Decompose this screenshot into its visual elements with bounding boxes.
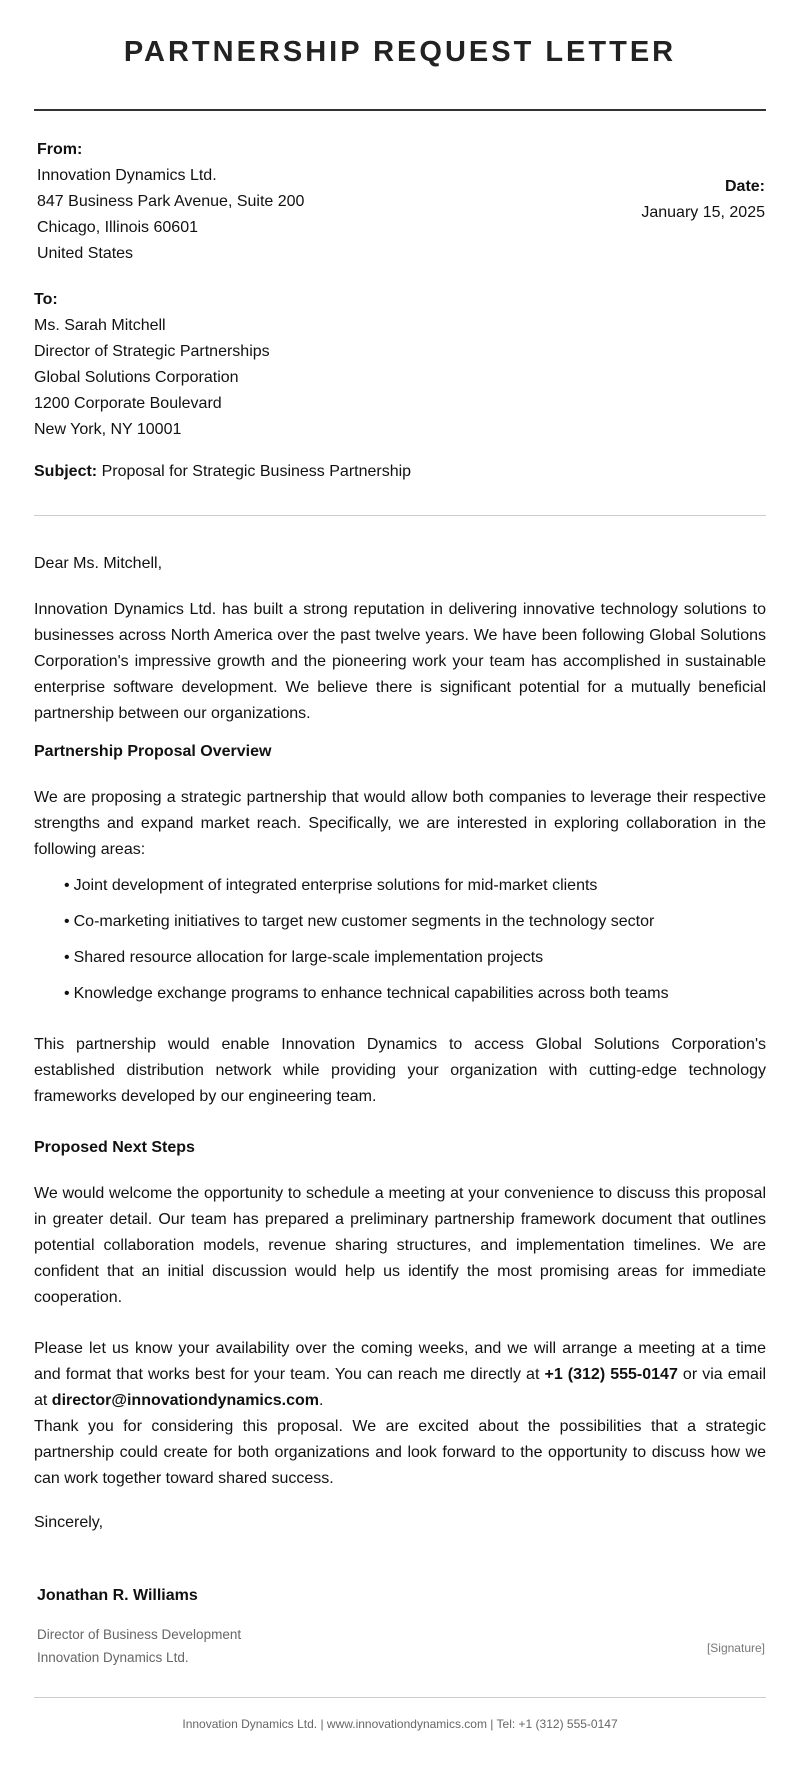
closing: Sincerely,: [34, 1514, 104, 1531]
contact-text: Please let us know your availability over the coming weeks, and we will arrange a meeting at a time and format that works best for your team. You can reach me directly at: [34, 1340, 766, 1383]
body-paragraph: Innovation Dynamics Ltd. has built a strong reputation in delivering innovative technology solutions to businesses across North America over the past twelve years. We have been following Global Solutions Corporation's impressive growth and the pioneering work your team has accomplished in sustainable enterprise software development. We believe there is significant potential for a mutually beneficial partnership between our organizations.: [34, 601, 766, 722]
document-title: PARTNERSHIP REQUEST LETTER: [123, 36, 677, 68]
bullet-glyph: •: [64, 985, 70, 1002]
date-block: [641, 174, 765, 226]
recipient-block: [34, 287, 270, 443]
bullet-glyph: •: [64, 949, 70, 966]
sender-line: 847 Business Park Avenue, Suite 200: [37, 193, 305, 210]
list-item: [64, 945, 669, 981]
body-paragraph: We are proposing a strategic partnership that would allow both companies to leverage their respective strengths and expand market reach. Specifically, we are interested in exploring collaboration in the following areas:: [34, 789, 766, 858]
salutation: Dear Ms. Mitchell,: [34, 555, 163, 572]
header-divider: [34, 515, 766, 516]
title-divider: [34, 109, 766, 111]
sender-line: Chicago, Illinois 60601: [37, 219, 198, 236]
sender-label: From:: [37, 141, 83, 158]
footer-divider: [34, 1697, 766, 1698]
list-item: [64, 873, 669, 909]
contact-email: director@innovationdynamics.com: [51, 1392, 320, 1409]
section-heading: Proposed Next Steps: [34, 1139, 195, 1156]
body-paragraph: We would welcome the opportunity to schedule a meeting at your convenience to discuss this proposal in greater detail. Our team has prepared a preliminary partnership framework document that outlines potential collaboration models, revenue sharing structures, and implementation timelines. We are confident that an initial discussion would help us identify the most promising areas for immediate cooperation.: [34, 1185, 766, 1306]
sender-line: Innovation Dynamics Ltd.: [37, 167, 217, 184]
body-paragraph: Thank you for considering this proposal. We are excited about the possibilities that a strategic partnership could create for both organizations and look forward to the opportunity to discuss how we can work together toward shared success.: [34, 1418, 766, 1487]
footer-text: Innovation Dynamics Ltd. | www.innovationdynamics.com | Tel: +1 (312) 555-0147: [182, 1717, 618, 1731]
contact-paragraph: [34, 1336, 766, 1414]
signatory-company: Innovation Dynamics Ltd.: [37, 1650, 189, 1665]
signatory-name: Jonathan R. Williams: [37, 1587, 198, 1604]
signatory-details: [37, 1623, 241, 1669]
subject-line: [34, 459, 411, 485]
list-item-text: Joint development of integrated enterprise solutions for mid-market clients: [73, 877, 598, 894]
signature-placeholder: [Signature]: [706, 1641, 765, 1655]
sender-line: United States: [37, 245, 134, 262]
list-item-text: Knowledge exchange programs to enhance technical capabilities across both teams: [73, 985, 669, 1002]
subject-value: Proposal for Strategic Business Partnership: [101, 463, 412, 480]
contact-text: .: [319, 1392, 324, 1409]
section-heading: Partnership Proposal Overview: [34, 743, 272, 760]
recipient-line: Ms. Sarah Mitchell: [34, 317, 166, 334]
recipient-line: Global Solutions Corporation: [34, 369, 239, 386]
date-value: January 15, 2025: [641, 204, 765, 221]
bullet-glyph: •: [64, 877, 70, 894]
sender-block: [37, 137, 304, 267]
recipient-line: 1200 Corporate Boulevard: [34, 395, 222, 412]
list-item: [64, 909, 669, 945]
recipient-line: Director of Strategic Partnerships: [34, 343, 270, 360]
recipient-line: New York, NY 10001: [34, 421, 182, 438]
list-item-text: Shared resource allocation for large-scale implementation projects: [73, 949, 544, 966]
date-label: Date:: [724, 178, 765, 195]
subject-label: Subject:: [34, 463, 98, 480]
contact-text: or via email at: [34, 1366, 766, 1409]
body-paragraph: This partnership would enable Innovation Dynamics to access Global Solutions Corporation's established distribution network while providing your organization with cutting-edge technology frameworks developed by our engineering team.: [34, 1036, 766, 1105]
contact-phone: +1 (312) 555-0147: [544, 1366, 678, 1383]
bullet-glyph: •: [64, 913, 70, 930]
list-item: [64, 981, 669, 1017]
signatory-title: Director of Business Development: [37, 1627, 242, 1642]
list-item-text: Co-marketing initiatives to target new customer segments in the technology sector: [73, 913, 655, 930]
recipient-label: To:: [34, 291, 58, 308]
proposal-list: [64, 873, 669, 1017]
